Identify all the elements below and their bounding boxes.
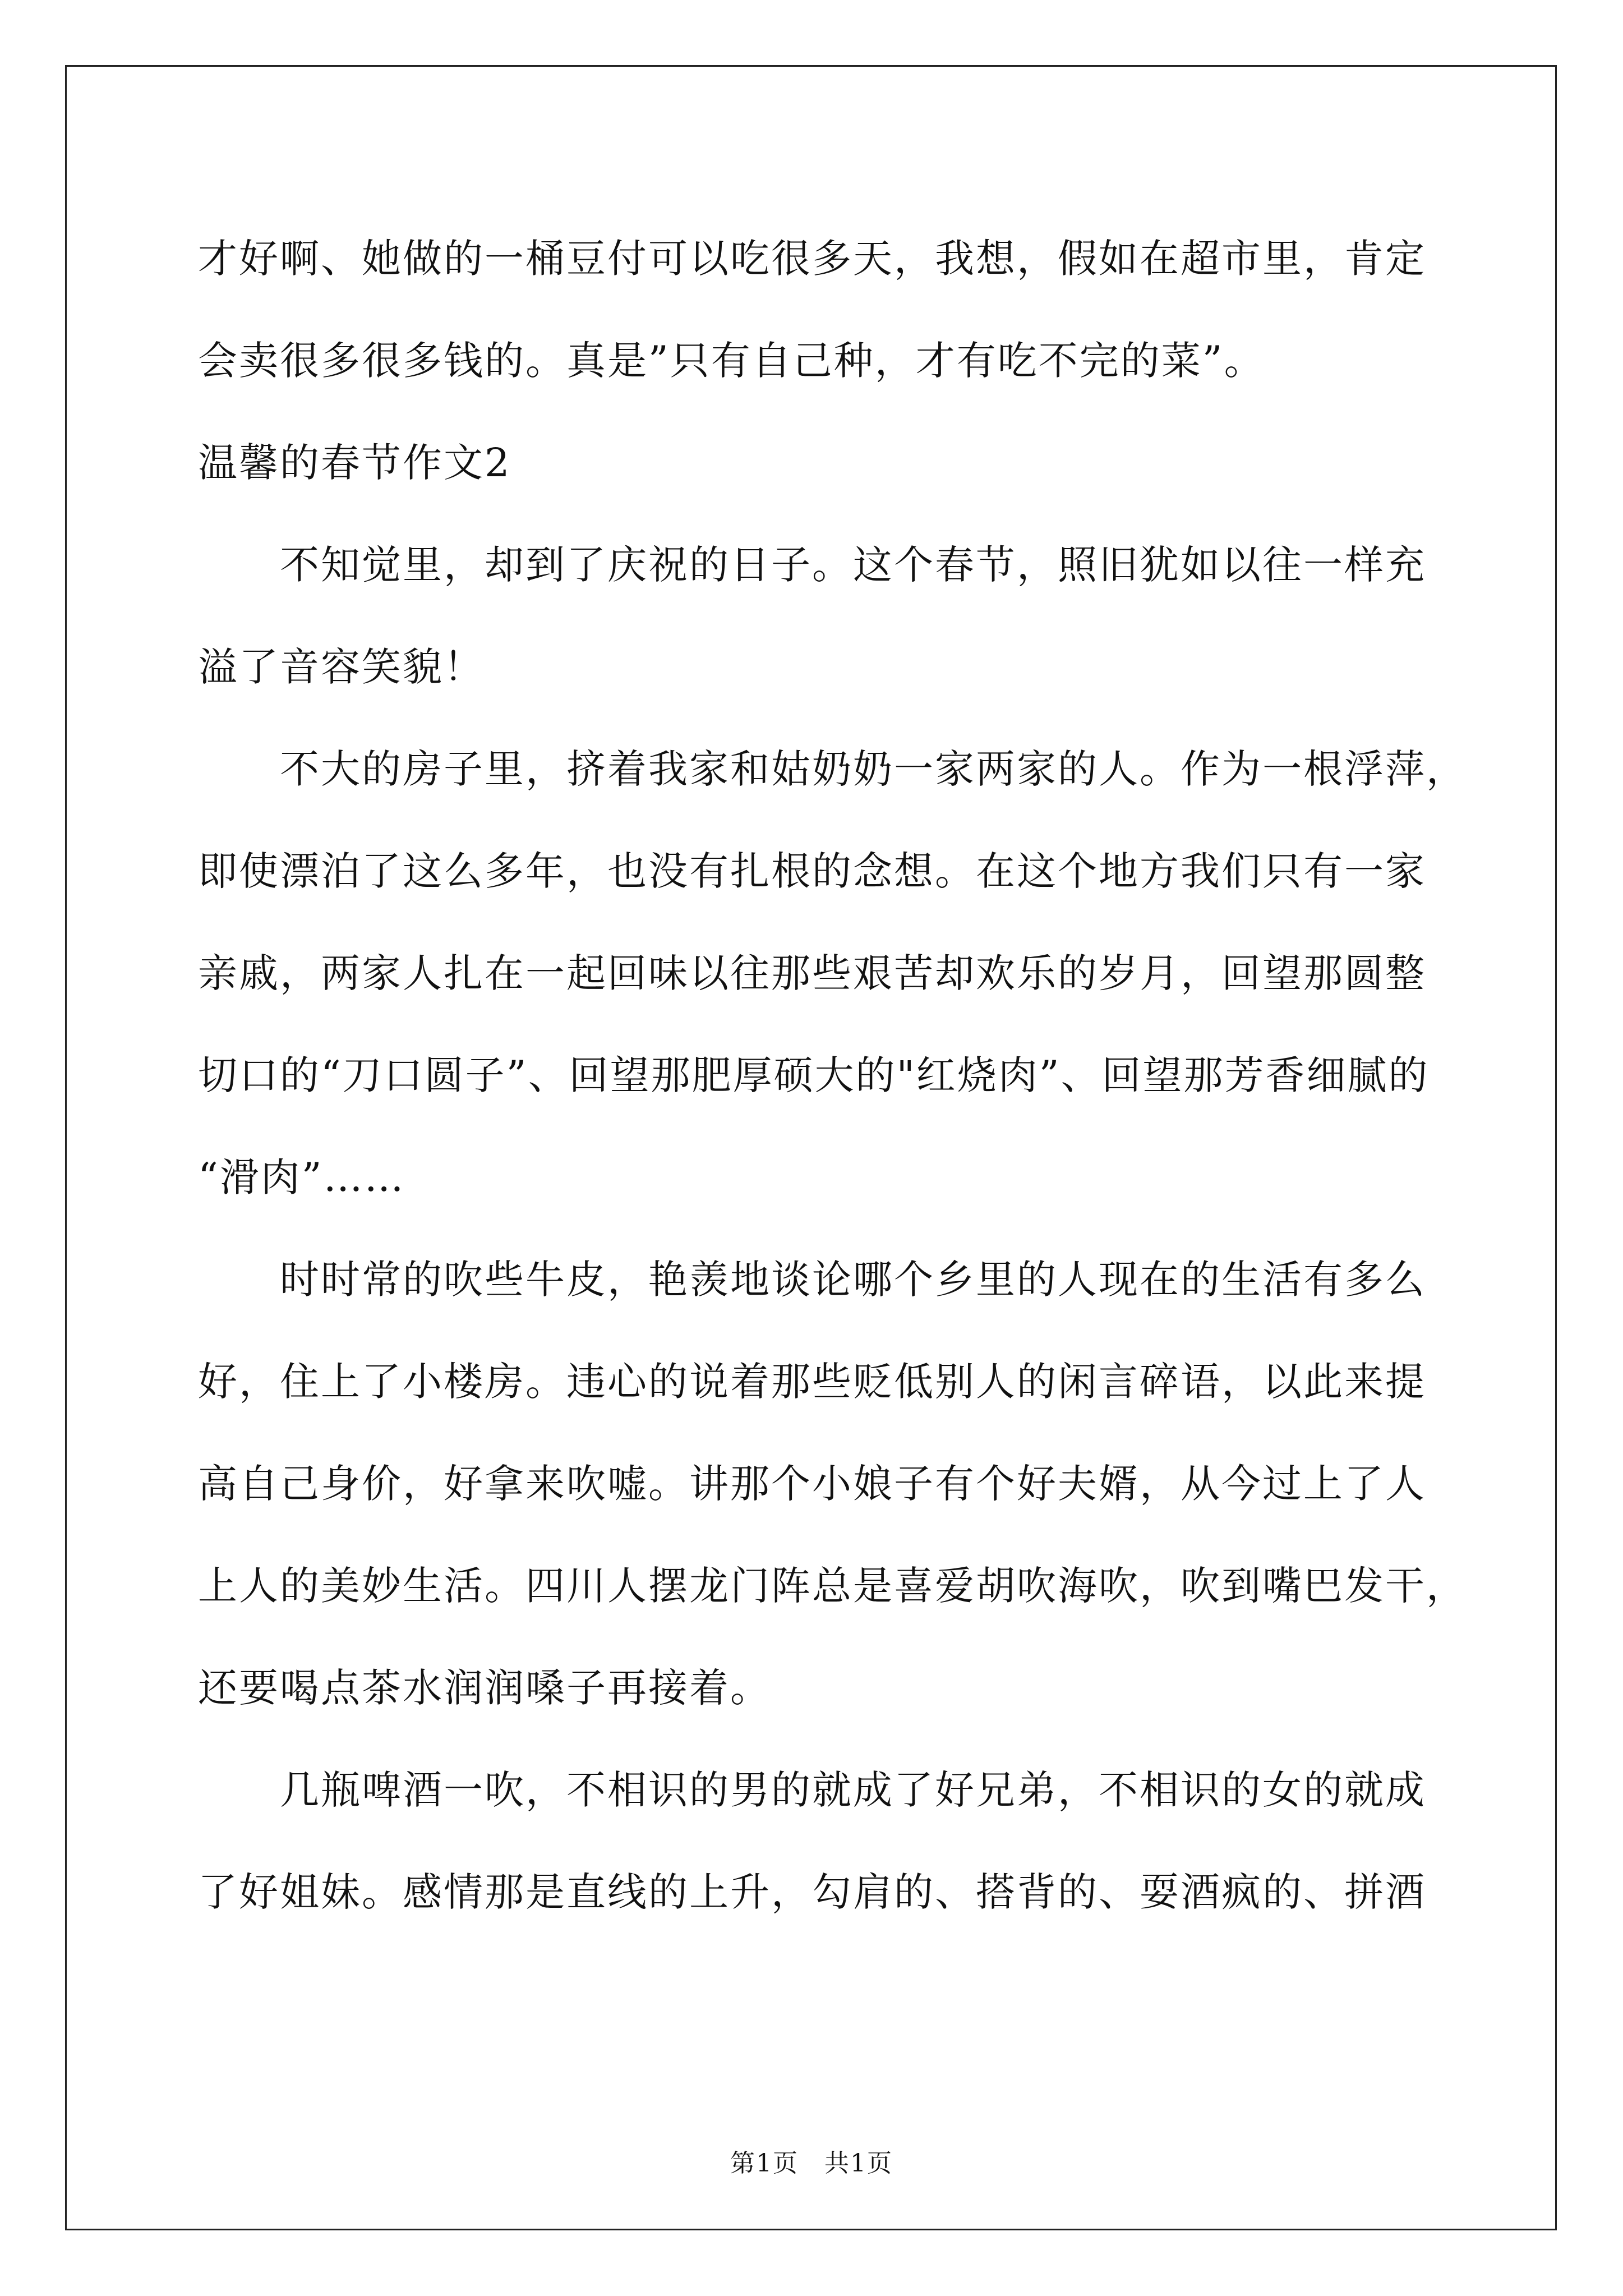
text-line: 才好啊、她做的一桶豆付可以吃很多天，我想，假如在超市里，肯定 bbox=[198, 236, 1426, 282]
text-line: 还要喝点茶水润润嗓子再接着。 bbox=[198, 1665, 771, 1711]
page-footer: 第1页 共1页 bbox=[730, 2149, 893, 2178]
text-line: 了好姐妹。感情那是直线的上升，勾肩的、搭背的、耍酒疯的、拼酒 bbox=[198, 1869, 1426, 1915]
document-body bbox=[198, 208, 1467, 1943]
text-line: 好，住上了小楼房。违心的说着那些贬低别人的闲言碎语，以此来提 bbox=[198, 1359, 1426, 1405]
section-title: 温馨的春节作文2 bbox=[198, 440, 511, 486]
text-line: 时时常的吹些牛皮，艳羡地谈论哪个乡里的人现在的生活有多么 bbox=[198, 1257, 1426, 1303]
text-line: “滑肉”…… bbox=[198, 1154, 405, 1200]
text-line: 会卖很多很多钱的。真是”只有自己种，才有吃不完的菜”。 bbox=[198, 338, 1265, 384]
text-line: 高自己身价，好拿来吹嘘。讲那个小娘子有个好夫婿，从今过上了人 bbox=[198, 1461, 1426, 1507]
text-line: 即使漂泊了这么多年，也没有扎根的念想。在这个地方我们只有一家 bbox=[198, 848, 1426, 894]
text-line: 亲戚，两家人扎在一起回味以往那些艰苦却欢乐的岁月，回望那圆整 bbox=[198, 950, 1426, 996]
text-line: 上人的美妙生活。四川人摆龙门阵总是喜爱胡吹海吹，吹到嘴巴发干， bbox=[198, 1563, 1467, 1609]
text-line: 不知觉里，却到了庆祝的日子。这个春节，照旧犹如以往一样充 bbox=[198, 542, 1426, 588]
text-line: 几瓶啤酒一吹，不相识的男的就成了好兄弟，不相识的女的就成 bbox=[198, 1767, 1426, 1813]
text-line: 切口的“刀口圆子”、回望那肥厚硕大的"红烧肉”、回望那芳香细腻的 bbox=[198, 1052, 1430, 1098]
text-line: 不大的房子里，挤着我家和姑奶奶一家两家的人。作为一根浮萍， bbox=[198, 746, 1467, 792]
text-line: 溢了音容笑貌！ bbox=[198, 644, 485, 690]
